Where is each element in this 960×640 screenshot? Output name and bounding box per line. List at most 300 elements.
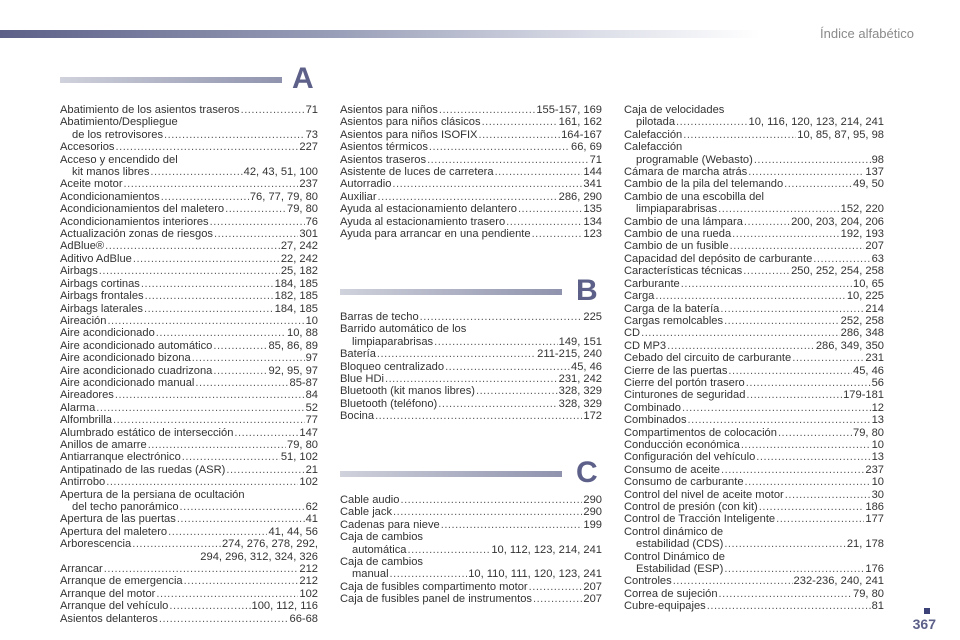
entry-pages: 25, 182 bbox=[280, 265, 318, 278]
entry-pages: 211-215, 240 bbox=[537, 348, 602, 361]
section-title: Índice alfabético bbox=[820, 26, 914, 41]
index-entry bbox=[624, 588, 884, 600]
index-entry bbox=[60, 402, 318, 414]
entry-label: Autorradio bbox=[340, 178, 392, 191]
index-entry bbox=[624, 340, 884, 352]
entry-pages: 10, 65 bbox=[853, 277, 884, 290]
entry-pages: 237 bbox=[865, 463, 884, 476]
dot-leader bbox=[106, 476, 298, 488]
dot-leader bbox=[741, 439, 871, 451]
index-entry bbox=[340, 361, 602, 373]
entry-label: Consumo de aceite bbox=[624, 463, 720, 476]
entry-label: Acceso y encendido del bbox=[60, 153, 178, 166]
entry-pages: 21 bbox=[305, 463, 318, 476]
entry-pages: 45, 46 bbox=[571, 360, 602, 373]
entry-label: Bocina bbox=[340, 410, 375, 423]
index-entry bbox=[624, 414, 884, 426]
index-entry bbox=[60, 352, 318, 364]
entry-pages: 73 bbox=[305, 128, 318, 141]
entry-pages: 10 bbox=[305, 314, 318, 327]
entry-pages: 135 bbox=[583, 203, 602, 216]
dot-leader bbox=[420, 311, 583, 323]
index-entry bbox=[60, 414, 318, 426]
entry-label: AdBlue® bbox=[60, 240, 105, 253]
entry-label: Barras de techo bbox=[340, 311, 419, 323]
entry-label: Bluetooth (teléfono) bbox=[340, 397, 438, 410]
entry-label: Bluetooth (kit manos libres) bbox=[340, 385, 475, 398]
index-entry bbox=[60, 563, 318, 575]
dot-leader bbox=[99, 265, 280, 277]
letter-a: A bbox=[292, 62, 314, 95]
dot-leader bbox=[745, 476, 871, 488]
entry-pages: 52 bbox=[305, 401, 318, 414]
entry-pages: 98 bbox=[871, 153, 884, 166]
dot-leader bbox=[96, 402, 304, 414]
dot-leader bbox=[754, 154, 871, 166]
entry-label: Cambio de una rueda bbox=[624, 228, 732, 241]
entry-label: Carga de la batería bbox=[624, 302, 720, 315]
index-entry bbox=[624, 166, 884, 178]
dot-leader bbox=[721, 464, 864, 476]
entry-label: Barrido automático de los bbox=[340, 323, 467, 336]
entry-pages: 66, 69 bbox=[571, 141, 602, 154]
entry-label: Estabilidad (ESP) bbox=[636, 563, 724, 576]
index-entry bbox=[340, 556, 602, 568]
entry-label: Aireadores bbox=[60, 389, 114, 402]
entry-label: Asientos para niños ISOFIX bbox=[340, 128, 478, 141]
dot-leader bbox=[427, 154, 589, 166]
index-entry bbox=[60, 178, 318, 190]
dot-leader bbox=[177, 513, 305, 525]
entry-pages: 250, 252, 254, 258 bbox=[791, 265, 884, 278]
letter-b: B bbox=[576, 274, 598, 307]
index-entry bbox=[624, 290, 884, 302]
dot-leader bbox=[115, 389, 305, 401]
entry-label: Control de Tracción Inteligente bbox=[624, 513, 776, 526]
entry-label: Arrancar bbox=[60, 563, 103, 576]
entry-label: Apertura del maletero bbox=[60, 525, 168, 538]
index-entry bbox=[60, 476, 318, 488]
entry-pages: 76 bbox=[305, 215, 318, 228]
entry-label: Carburante bbox=[624, 277, 680, 290]
index-entry bbox=[60, 253, 318, 265]
index-entry bbox=[624, 464, 884, 476]
entry-pages: 212 bbox=[299, 575, 318, 588]
entry-label: de los retrovisores bbox=[72, 128, 164, 141]
entry-pages: 10, 112, 123, 214, 241 bbox=[491, 543, 602, 556]
entry-label: Asientos para niños bbox=[340, 104, 438, 116]
entry-pages: 71 bbox=[589, 153, 602, 166]
dot-leader bbox=[720, 303, 864, 315]
dot-leader bbox=[728, 365, 852, 377]
entry-label: Caja de cambios bbox=[340, 556, 423, 569]
entry-pages: 79, 80 bbox=[853, 587, 884, 600]
dot-leader bbox=[104, 563, 299, 575]
index-entry bbox=[60, 451, 318, 463]
dot-leader bbox=[385, 373, 558, 385]
entry-label: Ayuda al estacionamiento trasero bbox=[340, 215, 506, 228]
dot-leader bbox=[506, 216, 582, 228]
entry-label: del techo panorámico bbox=[72, 501, 179, 513]
dot-leader bbox=[180, 501, 305, 513]
dot-leader bbox=[105, 240, 280, 252]
index-entry bbox=[624, 228, 884, 240]
entry-pages: 225 bbox=[583, 311, 602, 323]
index-entry bbox=[60, 290, 318, 302]
dot-leader bbox=[150, 166, 242, 178]
index-entry bbox=[624, 129, 884, 141]
entry-pages: 155-157, 169 bbox=[536, 104, 602, 116]
entry-pages: 232-236, 240, 241 bbox=[793, 575, 884, 588]
index-entry bbox=[340, 311, 602, 323]
dot-leader bbox=[148, 439, 286, 451]
dot-leader bbox=[168, 526, 267, 538]
entry-pages: 63 bbox=[871, 252, 884, 265]
entry-pages: 207 bbox=[865, 240, 884, 253]
entry-label: Bloqueo centralizado bbox=[340, 360, 445, 373]
index-entry bbox=[624, 141, 884, 153]
header-bar bbox=[0, 30, 760, 38]
index-entry bbox=[340, 323, 602, 335]
entry-pages: 152, 220 bbox=[840, 203, 884, 216]
entry-pages: 137 bbox=[865, 166, 884, 179]
entry-label: Abatimiento/Despliegue bbox=[60, 116, 178, 129]
index-entry bbox=[60, 551, 318, 563]
entry-label: estabilidad (CDS) bbox=[636, 538, 724, 551]
index-entry bbox=[624, 352, 884, 364]
index-entry bbox=[624, 427, 884, 439]
entry-pages: 184, 185 bbox=[274, 302, 318, 315]
entry-label: Asientos delanteros bbox=[60, 612, 158, 625]
dot-leader bbox=[495, 166, 583, 178]
dot-leader bbox=[532, 228, 583, 240]
entry-pages: 207 bbox=[583, 580, 602, 593]
dot-leader bbox=[682, 402, 871, 414]
entry-label: Antiarranque electrónico bbox=[60, 451, 181, 464]
entry-pages: 10 bbox=[871, 476, 884, 489]
index-entry bbox=[340, 191, 602, 203]
index-entry bbox=[624, 104, 884, 116]
index-entry bbox=[340, 116, 602, 128]
entry-label: Cinturones de seguridad bbox=[624, 389, 746, 402]
dot-leader bbox=[724, 538, 846, 550]
entry-label: Arranque de emergencia bbox=[60, 575, 183, 588]
entry-pages: 149, 151 bbox=[558, 335, 602, 348]
index-entry bbox=[624, 240, 884, 252]
index-entry bbox=[60, 377, 318, 389]
index-entry bbox=[340, 385, 602, 397]
index-entry bbox=[60, 575, 318, 587]
index-entry bbox=[624, 439, 884, 451]
entry-pages: 176 bbox=[865, 563, 884, 576]
letter-heading-c bbox=[340, 456, 602, 490]
dot-leader bbox=[533, 593, 582, 605]
dot-leader bbox=[192, 352, 305, 364]
entry-label: Conducción económica bbox=[624, 438, 740, 451]
dot-leader bbox=[641, 327, 840, 339]
dot-leader bbox=[184, 575, 299, 587]
entry-pages: 286, 348 bbox=[840, 327, 884, 340]
entry-pages: 231, 242 bbox=[558, 373, 602, 386]
entry-pages: 123 bbox=[583, 228, 602, 241]
index-entry bbox=[60, 600, 318, 612]
entry-pages: 97 bbox=[305, 352, 318, 365]
index-entry bbox=[340, 336, 602, 348]
entry-label: Control de presión (con kit) bbox=[624, 501, 758, 513]
dot-leader bbox=[156, 327, 286, 339]
index-entry bbox=[340, 348, 602, 360]
index-entry bbox=[340, 154, 602, 166]
dot-leader bbox=[688, 414, 871, 426]
index-entry bbox=[60, 265, 318, 277]
dot-leader bbox=[434, 336, 558, 348]
index-entry bbox=[60, 240, 318, 252]
index-entry bbox=[60, 228, 318, 240]
entry-pages: 286, 290 bbox=[558, 190, 602, 203]
dot-leader bbox=[225, 203, 286, 215]
index-entry bbox=[60, 315, 318, 327]
dot-leader bbox=[214, 228, 298, 240]
index-entry bbox=[624, 538, 884, 550]
index-entry bbox=[624, 526, 884, 538]
index-entry bbox=[60, 389, 318, 401]
dot-leader bbox=[445, 361, 570, 373]
entry-pages: 41, 44, 56 bbox=[268, 525, 318, 538]
dot-leader bbox=[683, 129, 796, 141]
index-entry bbox=[60, 278, 318, 290]
dot-leader bbox=[145, 290, 274, 302]
dot-leader bbox=[785, 489, 871, 501]
dot-leader bbox=[213, 340, 267, 352]
dot-leader bbox=[478, 129, 560, 141]
dot-leader bbox=[141, 278, 274, 290]
entry-label: Cambio de un fusible bbox=[624, 240, 729, 253]
index-entry bbox=[60, 365, 318, 377]
dot-leader bbox=[159, 613, 289, 625]
index-entry bbox=[60, 489, 318, 501]
index-entry bbox=[60, 104, 318, 116]
entry-pages: 77 bbox=[305, 414, 318, 427]
entry-pages: 237 bbox=[299, 178, 318, 191]
entry-label: Correa de sujeción bbox=[624, 587, 718, 600]
letter-heading-b bbox=[340, 274, 602, 308]
dot-leader bbox=[441, 519, 583, 531]
entry-label: Control Dinámico de bbox=[624, 550, 725, 563]
dot-leader bbox=[156, 588, 298, 600]
dot-leader bbox=[719, 588, 853, 600]
entry-label: automática bbox=[352, 543, 407, 556]
index-entry bbox=[624, 575, 884, 587]
index-entry bbox=[624, 116, 884, 128]
dot-leader bbox=[195, 377, 288, 389]
index-entry bbox=[624, 451, 884, 463]
index-entry bbox=[340, 531, 602, 543]
index-entry bbox=[60, 129, 318, 141]
dot-leader bbox=[375, 410, 582, 422]
dot-leader bbox=[746, 389, 842, 401]
entry-label: Cargas remolcables bbox=[624, 314, 724, 327]
entry-label: Cambio de la pila del telemando bbox=[624, 178, 784, 191]
entry-pages: 22, 242 bbox=[280, 252, 318, 265]
entry-label: Cable jack bbox=[340, 506, 393, 519]
entry-pages: 84 bbox=[305, 389, 318, 402]
index-entry bbox=[624, 278, 884, 290]
entry-label: Carga bbox=[624, 290, 655, 303]
page-number: 367 bbox=[912, 616, 936, 632]
entry-label: Anillos de amarre bbox=[60, 438, 147, 451]
entry-label: Consumo de carburante bbox=[624, 476, 744, 489]
entry-label: Combinados bbox=[624, 414, 687, 427]
index-entry bbox=[340, 581, 602, 593]
dot-leader bbox=[241, 104, 305, 116]
index-entry bbox=[624, 501, 884, 513]
entry-label: Abatimiento de los asientos traseros bbox=[60, 104, 240, 116]
entry-pages: 147 bbox=[299, 426, 318, 439]
index-column-2-b bbox=[340, 311, 602, 423]
index-entry bbox=[624, 365, 884, 377]
entry-pages: 10 bbox=[871, 438, 884, 451]
entry-pages: 134 bbox=[583, 215, 602, 228]
entry-label: Batería bbox=[340, 348, 376, 361]
index-entry bbox=[60, 613, 318, 625]
entry-label: pilotada bbox=[636, 116, 676, 129]
entry-label: Blue HDi bbox=[340, 373, 384, 386]
index-entry bbox=[624, 402, 884, 414]
dot-leader bbox=[113, 414, 305, 426]
entry-label: kit manos libres bbox=[72, 166, 150, 179]
entry-pages: 294, 296, 312, 324, 326 bbox=[200, 550, 318, 563]
entry-pages: 79, 80 bbox=[287, 203, 318, 216]
index-entry bbox=[340, 410, 602, 422]
entry-label: Arranque del vehículo bbox=[60, 600, 169, 613]
dot-leader bbox=[393, 506, 582, 518]
entry-pages: 10, 116, 120, 123, 214, 241 bbox=[748, 116, 884, 129]
index-entry bbox=[624, 377, 884, 389]
dot-leader bbox=[756, 451, 870, 463]
index-entry bbox=[340, 494, 602, 506]
dot-leader bbox=[133, 253, 280, 265]
dot-leader bbox=[518, 203, 582, 215]
entry-label: Calefacción bbox=[624, 128, 683, 141]
entry-pages: 51, 102 bbox=[280, 451, 318, 464]
entry-label: Cierre del portón trasero bbox=[624, 376, 745, 389]
entry-label: Accesorios bbox=[60, 141, 115, 154]
index-entry bbox=[624, 315, 884, 327]
index-entry bbox=[60, 327, 318, 339]
entry-pages: 164-167 bbox=[561, 128, 602, 141]
dot-leader bbox=[529, 581, 583, 593]
entry-label: Aire acondicionado cuadrizona bbox=[60, 364, 213, 377]
dot-leader bbox=[400, 494, 582, 506]
entry-label: Arranque del motor bbox=[60, 587, 156, 600]
index-entry bbox=[340, 178, 602, 190]
entry-label: Aceite motor bbox=[60, 178, 123, 191]
entry-label: Airbags laterales bbox=[60, 302, 143, 315]
entry-label: Asientos térmicos bbox=[340, 141, 428, 154]
entry-pages: 79, 80 bbox=[853, 426, 884, 439]
entry-pages: 30 bbox=[871, 488, 884, 501]
dot-leader bbox=[746, 377, 871, 389]
dot-leader bbox=[724, 563, 864, 575]
index-entry bbox=[60, 340, 318, 352]
dot-leader bbox=[813, 253, 870, 265]
dot-leader bbox=[673, 575, 793, 587]
entry-label: Alarma bbox=[60, 401, 96, 414]
entry-label: Asientos traseros bbox=[340, 153, 427, 166]
letter-heading-a bbox=[60, 62, 320, 96]
entry-label: Asientos para niños clásicos bbox=[340, 116, 481, 129]
dot-leader bbox=[707, 600, 871, 612]
entry-pages: 207 bbox=[583, 593, 602, 606]
dot-leader bbox=[438, 398, 557, 410]
entry-label: Características técnicas bbox=[624, 265, 743, 278]
dot-leader bbox=[784, 178, 852, 190]
dot-leader bbox=[730, 240, 865, 252]
index-entry bbox=[340, 593, 602, 605]
entry-pages: 214 bbox=[865, 302, 884, 315]
entry-label: Controles bbox=[624, 575, 672, 588]
entry-pages: 85-87 bbox=[289, 376, 318, 389]
dot-leader bbox=[776, 513, 864, 525]
entry-label: Ayuda para arrancar en una pendiente bbox=[340, 228, 531, 241]
entry-pages: 161, 162 bbox=[558, 116, 602, 129]
entry-label: Arborescencia bbox=[60, 538, 132, 551]
dot-leader bbox=[182, 451, 280, 463]
index-column-1 bbox=[60, 104, 318, 625]
entry-pages: 186 bbox=[865, 501, 884, 513]
dot-leader bbox=[226, 464, 304, 476]
index-entry bbox=[624, 253, 884, 265]
entry-label: Configuración del vehículo bbox=[624, 451, 756, 464]
entry-label: Ayuda al estacionamiento delantero bbox=[340, 203, 517, 216]
dot-leader bbox=[792, 352, 864, 364]
index-entry bbox=[624, 191, 884, 203]
entry-label: Cadenas para nieve bbox=[340, 518, 440, 531]
dot-leader bbox=[169, 600, 250, 612]
index-entry bbox=[60, 501, 318, 513]
index-entry bbox=[60, 116, 318, 128]
index-entry bbox=[60, 191, 318, 203]
page-marker bbox=[924, 608, 930, 614]
entry-pages: 301 bbox=[299, 228, 318, 241]
index-entry bbox=[624, 203, 884, 215]
entry-label: Aire acondicionado manual bbox=[60, 376, 195, 389]
entry-pages: 290 bbox=[583, 494, 602, 506]
dot-leader bbox=[732, 228, 839, 240]
entry-pages: 199 bbox=[583, 518, 602, 531]
dot-leader bbox=[116, 141, 299, 153]
entry-label: Cambio de una escobilla del bbox=[624, 190, 764, 203]
index-entry bbox=[624, 303, 884, 315]
dot-leader bbox=[132, 538, 221, 550]
index-entry bbox=[624, 600, 884, 612]
index-entry bbox=[340, 216, 602, 228]
dot-leader bbox=[748, 166, 864, 178]
entry-label: Cebado del circuito de carburante bbox=[624, 352, 792, 365]
entry-pages: 56 bbox=[871, 376, 884, 389]
index-entry bbox=[340, 203, 602, 215]
dot-leader bbox=[392, 178, 582, 190]
dot-leader bbox=[718, 203, 840, 215]
entry-label: Cámara de marcha atrás bbox=[624, 166, 748, 179]
entry-pages: 179-181 bbox=[843, 389, 884, 402]
entry-label: Airbags bbox=[60, 265, 98, 278]
entry-pages: 290 bbox=[583, 506, 602, 519]
index-entry bbox=[60, 303, 318, 315]
dot-leader bbox=[667, 340, 815, 352]
entry-pages: 10, 85, 87, 95, 98 bbox=[797, 128, 884, 141]
entry-label: CD bbox=[624, 327, 641, 340]
